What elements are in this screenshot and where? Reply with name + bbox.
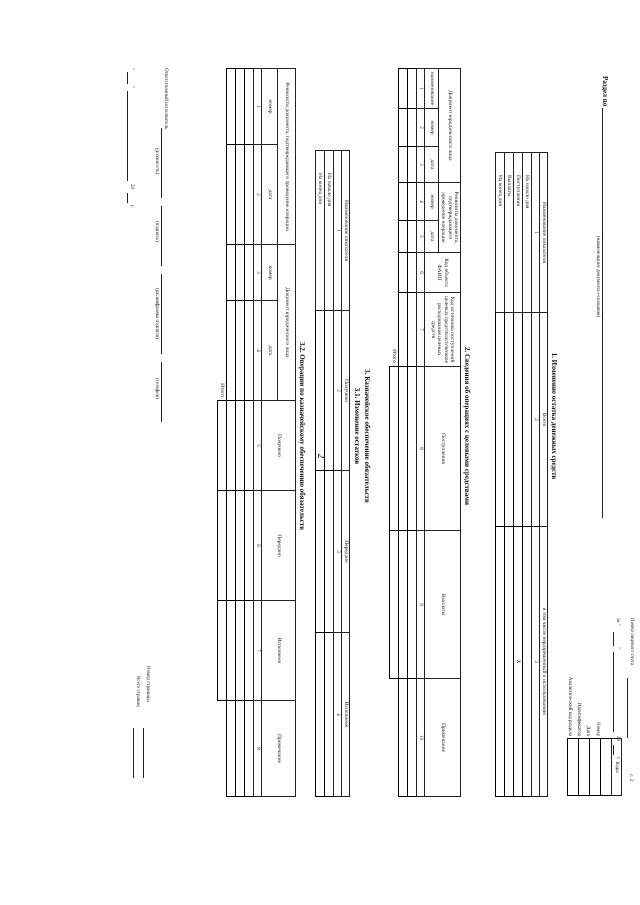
s2-cell[interactable]	[408, 253, 417, 293]
s32-num-2: 2	[254, 145, 262, 245]
s32-num-1: 1	[254, 69, 262, 145]
s1-payments-including[interactable]	[505, 527, 514, 797]
s31-num-4: 4	[334, 633, 342, 797]
s2-num-2: 2	[417, 109, 425, 147]
account-number-line	[627, 678, 628, 738]
s2-cell[interactable]	[408, 293, 417, 367]
s31-end-executed[interactable]	[316, 633, 325, 797]
section1-title: 1. Изменение остатка денежных средств	[550, 352, 558, 480]
s1-row-receipts: Поступления	[514, 153, 523, 313]
table-row	[227, 69, 236, 797]
s2-col-number: номер	[425, 109, 439, 147]
s32-cell[interactable]	[245, 145, 254, 245]
s32-cell[interactable]	[245, 701, 254, 797]
signature-caption: (подпись)	[154, 221, 159, 242]
account-number-label: Номер лицевого счета	[629, 618, 634, 666]
s2-cell[interactable]	[399, 679, 408, 797]
s2-cell[interactable]	[399, 367, 408, 531]
s1-row-end: На конец дня	[496, 153, 505, 313]
s32-cell[interactable]	[227, 601, 236, 701]
s2-cell[interactable]	[408, 367, 417, 531]
s2-cell[interactable]	[399, 293, 408, 367]
s2-cell[interactable]	[399, 183, 408, 221]
s1-receipts-x: X	[514, 527, 523, 797]
codes-table	[567, 738, 622, 796]
page-number: 2	[315, 453, 327, 459]
s32-cell[interactable]	[236, 701, 245, 797]
s1-start-total[interactable]	[523, 313, 532, 527]
s32-cell[interactable]	[227, 401, 236, 491]
s1-end-including[interactable]	[496, 527, 505, 797]
s1-col-indicator: Наименование показателя	[540, 153, 548, 313]
code-identifier-cell[interactable]	[579, 739, 590, 796]
footer-date-quote2: "	[129, 86, 134, 89]
s2-requisites: Реквизиты документа, подтверждающего проведение операции	[439, 183, 461, 253]
s2-total-label: Итого	[390, 349, 397, 363]
period-year-suffix: г.	[615, 757, 620, 760]
s2-cell[interactable]	[408, 147, 417, 183]
decoding-caption: (расшифровка подписи)	[154, 288, 159, 340]
s2-total-receipts[interactable]	[390, 367, 399, 531]
s32-doc-date: дата	[262, 301, 278, 401]
s32-doc-number: номер	[262, 245, 278, 301]
s2-cell[interactable]	[399, 221, 408, 253]
position-line[interactable]	[161, 128, 162, 198]
doc-name-caption: (наименование документа-основания)	[595, 236, 600, 318]
s31-num-3: 3	[334, 471, 342, 633]
s32-cell[interactable]	[245, 491, 254, 601]
s1-start-including[interactable]	[523, 527, 532, 797]
section32-table	[217, 68, 296, 797]
s2-note: Примечание	[425, 679, 461, 797]
s1-receipts-total[interactable]	[514, 313, 523, 527]
s32-num-8: 8	[254, 701, 262, 797]
s1-num-3: 3	[532, 527, 540, 797]
analytic-code-label: Аналитический код раздела	[567, 676, 572, 736]
period-za-label: за "	[615, 618, 620, 626]
s32-req-date: дата	[262, 145, 278, 245]
s32-num-4: 4	[254, 301, 262, 401]
phone-caption: (телефон)	[154, 378, 159, 399]
s32-cell[interactable]	[245, 245, 254, 301]
s2-total-payments[interactable]	[390, 531, 399, 679]
s2-num-9: 9	[417, 531, 425, 679]
s32-cell[interactable]	[227, 145, 236, 245]
s1-row-payments: Выплаты	[505, 153, 514, 313]
s31-start-executed[interactable]	[325, 633, 334, 797]
s2-num-10: 10	[417, 679, 425, 797]
s32-req-number: номер	[262, 69, 278, 145]
section31-title: 3.1. Изменение остатков	[353, 387, 361, 465]
s32-cell[interactable]	[236, 491, 245, 601]
s32-executed: Исполнено	[262, 601, 296, 701]
s1-col-total: Всего	[540, 313, 548, 527]
s31-num-2: 2	[334, 311, 342, 471]
s2-req-date: дата	[425, 221, 439, 253]
s32-total-blank	[218, 701, 227, 797]
s2-num-5: 5	[417, 221, 425, 253]
s1-num-2: 2	[532, 313, 540, 527]
s31-row-start: На начало дня	[325, 151, 334, 311]
footer-year-prefix: 20	[129, 184, 134, 189]
page-number-label: Номер страницы	[145, 666, 150, 702]
code-analytic-cell[interactable]	[568, 739, 579, 796]
s2-cell[interactable]	[408, 69, 417, 109]
s32-cell[interactable]	[245, 69, 254, 145]
s2-payments: Выплаты	[425, 531, 461, 679]
form-page-number: с. 2	[628, 774, 633, 782]
s31-end-transferred[interactable]	[316, 471, 325, 633]
table-row	[399, 69, 408, 797]
s2-cell[interactable]	[408, 679, 417, 797]
table-row	[236, 69, 245, 797]
table-row	[245, 69, 254, 797]
s31-num-1: 1	[334, 151, 342, 311]
period-year-prefix: 20	[615, 736, 620, 741]
s2-num-1: 1	[417, 69, 425, 109]
s31-col-executed: Исполнено	[342, 633, 350, 797]
s1-col-including: в том числе неразрешенный к использованию	[540, 527, 548, 797]
responsible-label: Ответственный исполнитель	[163, 68, 168, 130]
s32-cell[interactable]	[236, 301, 245, 401]
identifier-label: Идентификатор	[576, 702, 581, 736]
s2-cell[interactable]	[408, 183, 417, 221]
s2-num-7: 7	[417, 293, 425, 367]
footer-year-suffix: г.	[129, 205, 134, 208]
s2-cell[interactable]	[399, 69, 408, 109]
s32-cell[interactable]	[227, 69, 236, 145]
s2-num-4: 4	[417, 183, 425, 221]
s32-num-6: 6	[254, 491, 262, 601]
section-name-line	[602, 108, 603, 518]
footer-month-line[interactable]	[127, 91, 128, 181]
s2-cell[interactable]	[408, 221, 417, 253]
s32-cell[interactable]	[227, 245, 236, 301]
footer-date-quote: "	[129, 68, 134, 71]
s2-total-blank	[390, 679, 399, 797]
s32-cell[interactable]	[227, 491, 236, 601]
s31-start-transferred[interactable]	[325, 471, 334, 633]
s31-col-transferred: Передано	[342, 471, 350, 633]
s31-end-received[interactable]	[316, 311, 325, 471]
s32-cell[interactable]	[245, 401, 254, 491]
position-caption: (должность)	[154, 148, 159, 175]
s2-cell[interactable]	[399, 253, 408, 293]
section31-table	[315, 150, 350, 797]
s32-cell[interactable]	[236, 69, 245, 145]
rotated-form-sheet	[80, 66, 636, 836]
table-row	[408, 69, 417, 797]
number-label: Номер	[595, 722, 600, 736]
total-pages-label: Всего страниц	[135, 676, 140, 707]
codes-header: Коды	[612, 739, 622, 796]
s32-cell[interactable]	[236, 601, 245, 701]
s31-row-end: На конец дня	[316, 151, 325, 311]
s32-total-label: Итого	[218, 383, 225, 397]
s2-req-number: номер	[425, 183, 439, 221]
date-label: Дата	[585, 726, 590, 736]
s2-col-name: наименование	[425, 69, 439, 109]
s32-requisites: Реквизиты документа, подтверждающего проведение операции	[278, 69, 296, 245]
s2-cell[interactable]	[408, 109, 417, 147]
s32-cell[interactable]	[227, 301, 236, 401]
signature-line[interactable]	[161, 206, 162, 266]
s32-received: Получено	[262, 401, 296, 491]
s32-total-transferred[interactable]	[218, 491, 227, 601]
page-number-line[interactable]	[143, 728, 144, 778]
s2-cell[interactable]	[399, 109, 408, 147]
total-pages-line[interactable]	[133, 728, 134, 778]
s32-note: Примечание	[262, 701, 296, 797]
s32-cell[interactable]	[236, 145, 245, 245]
s31-start-received[interactable]	[325, 311, 334, 471]
s1-row-start: На начало дня	[523, 153, 532, 313]
s2-cell[interactable]	[399, 531, 408, 679]
s1-num-1: 1	[532, 153, 540, 313]
footer-day-line[interactable]	[127, 72, 128, 84]
section2-table	[389, 68, 461, 797]
s32-num-5: 5	[254, 401, 262, 491]
s32-transferred: Передано	[262, 491, 296, 601]
footer-year-line[interactable]	[127, 193, 128, 203]
s1-payments-total[interactable]	[505, 313, 514, 527]
period-day-line	[613, 632, 614, 646]
s32-num-3: 3	[254, 245, 262, 301]
s32-doc-legal-entity: Документ юридического лица	[278, 245, 296, 401]
s2-num-3: 3	[417, 147, 425, 183]
code-number-cell[interactable]	[601, 739, 612, 796]
phone-line[interactable]	[161, 362, 162, 422]
period-quote: "	[615, 647, 620, 650]
s32-cell[interactable]	[236, 401, 245, 491]
s2-cell[interactable]	[399, 147, 408, 183]
decoding-line[interactable]	[161, 274, 162, 354]
section2-title: 2. Сведения об операциях с целевыми средствами	[463, 347, 471, 505]
s32-total-received[interactable]	[218, 401, 227, 491]
s32-total-executed[interactable]	[218, 601, 227, 701]
s32-cell[interactable]	[227, 701, 236, 797]
code-date-cell[interactable]	[590, 739, 601, 796]
s1-end-total[interactable]	[496, 313, 505, 527]
section-label: Раздел по	[601, 76, 609, 107]
s32-num-7: 7	[254, 601, 262, 701]
s31-col-indicator: Наименование показателя	[342, 151, 350, 311]
s31-col-received: Получено	[342, 311, 350, 471]
s32-cell[interactable]	[245, 301, 254, 401]
s2-source-code: Код источника поступлений целевых средств/источников расходования целевых средств	[425, 293, 461, 367]
period-month-line	[613, 652, 614, 732]
s2-receipts: Поступления	[425, 367, 461, 531]
s2-faip: Код объекта ФАИП	[425, 253, 461, 293]
section3-title: 3. Казначейское обеспечение обязательств	[363, 369, 371, 503]
s2-num-8: 8	[417, 367, 425, 531]
s2-col-date: дата	[425, 147, 439, 183]
s32-cell[interactable]	[245, 601, 254, 701]
s32-cell[interactable]	[236, 245, 245, 301]
section1-table	[495, 152, 548, 797]
s2-cell[interactable]	[408, 531, 417, 679]
section32-title: 3.2. Операции по казначейскому обеспечению обязательств	[298, 341, 306, 530]
s2-num-6: 6	[417, 253, 425, 293]
s2-doc-legal-entity: Документ юридического лица	[439, 69, 461, 183]
